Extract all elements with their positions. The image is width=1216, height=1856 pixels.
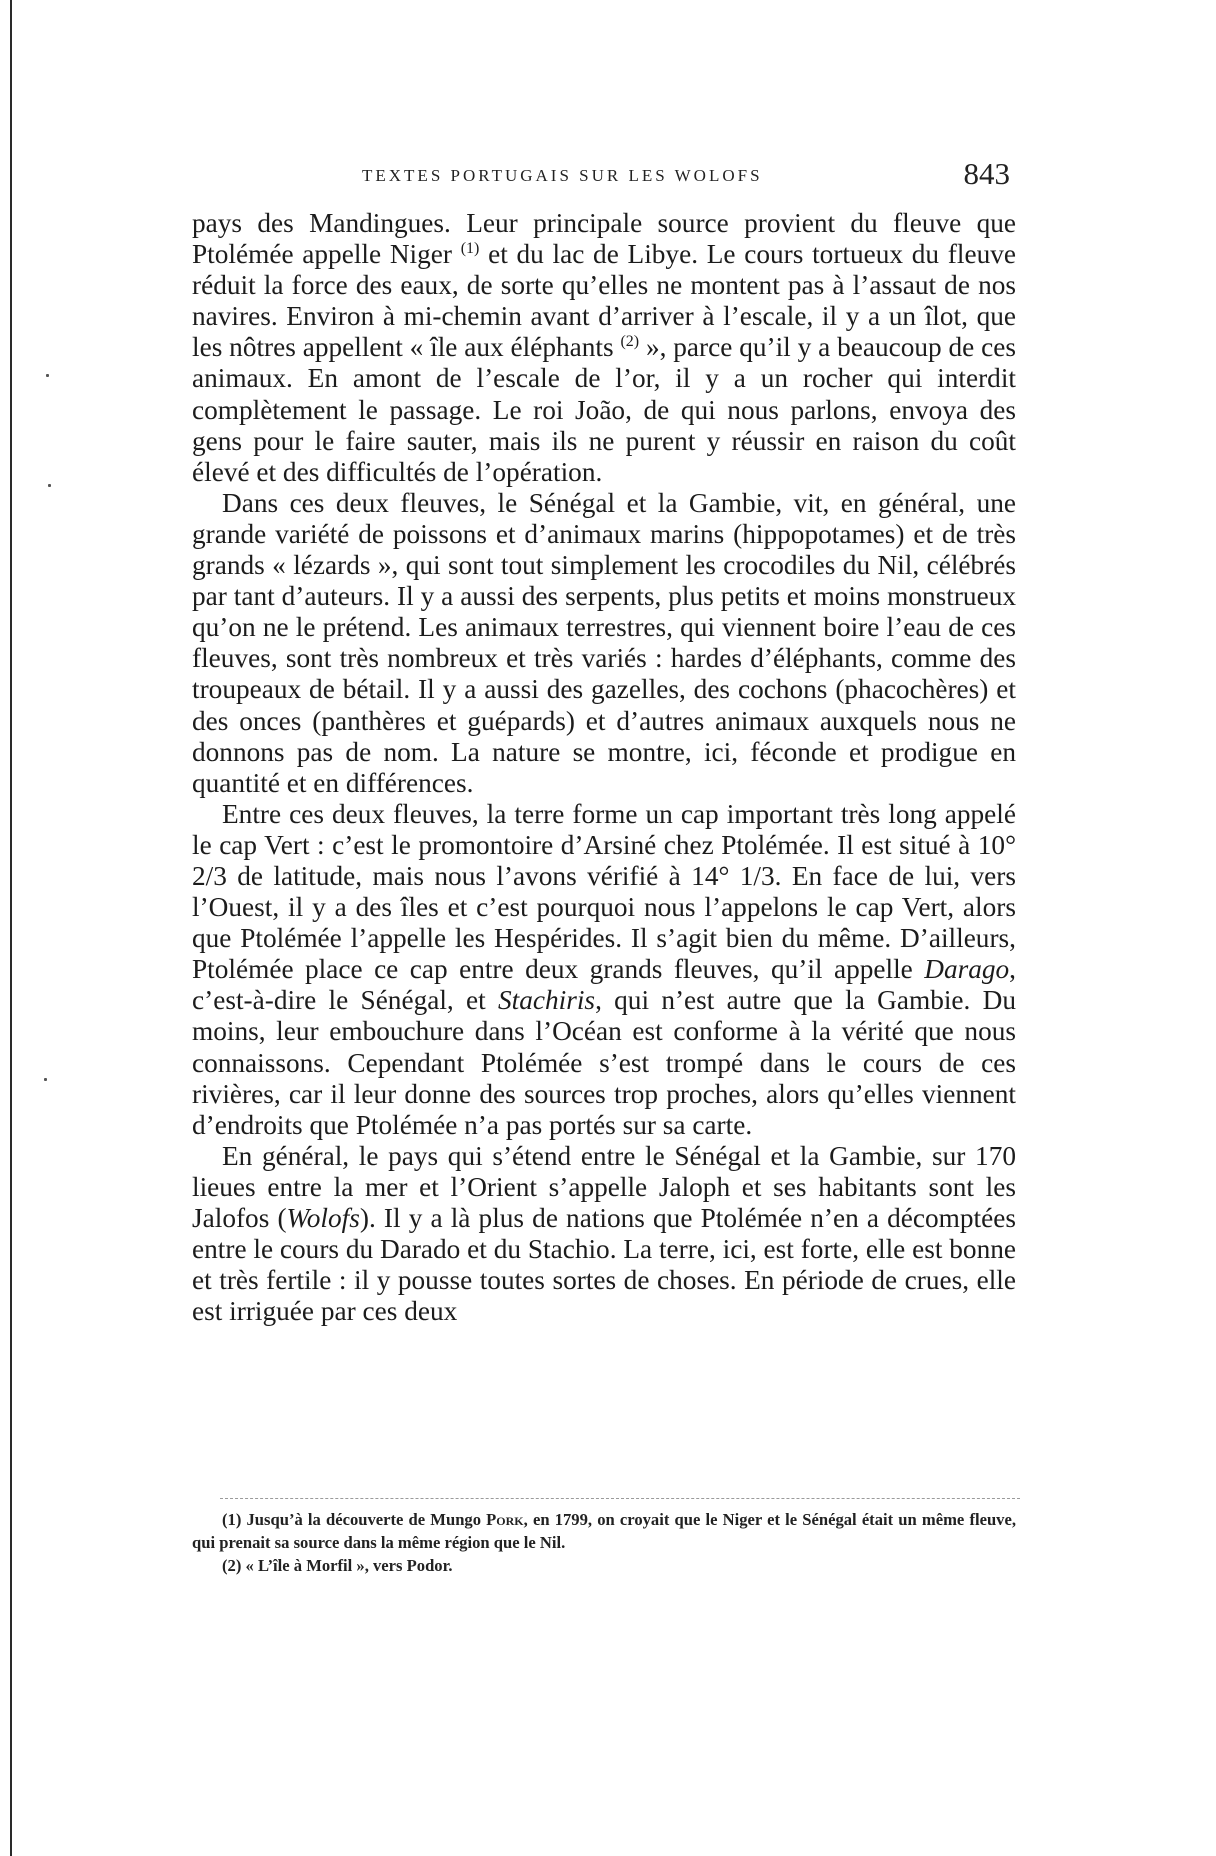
scan-speck (48, 484, 51, 487)
author-name: Pork (486, 1510, 524, 1529)
paragraph-2: Dans ces deux fleuves, le Sénégal et la Gambie, vit, en général, une grande variété de poissons et d’animaux marins (hippopotames) et de très grands « lézards », qui sont tout simplement les crocodiles du Nil, célébrés par tant d’auteurs. Il y a aussi des serpents, plus petits et moins monstrueux qu’on ne le prétend. Les animaux terrestres, qui viennent boire l’eau de ces fleuves, sont très nombreux et très variés : hardes d’éléphants, comme des troupeaux de bétail. Il y a aussi des gazelles, des cochons (phacochères) et des onces (panthères et guépards) et d’autres animaux auxquels nous ne donnons pas de nom. La nature se montre, ici, féconde et prodigue en quantité et en différences. (192, 487, 1016, 798)
scan-speck (46, 374, 49, 377)
page-header (192, 156, 1024, 200)
italic-term-darago: Darago (924, 954, 1010, 985)
footnote-separator (220, 1498, 1020, 1499)
footnote-ref-2: (2) (620, 333, 640, 351)
footnote-ref-1: (1) (460, 240, 480, 257)
italic-term-wolofs: Wolofs (286, 1203, 360, 1233)
scan-speck (44, 1078, 47, 1081)
italic-term-stachiris: Stachiris (498, 985, 596, 1016)
running-title: TEXTES PORTUGAIS SUR LES WOLOFS (362, 166, 763, 185)
paragraph-1: pays des Mandingues. Leur principale source provient du fleuve que Ptolémée appelle Niger $^{(1)}$ et du lac de Libye. Le cours tortueux du fleuve réduit la force des eaux, de sorte qu’elles ne montent pas à l’assaut de nos navires. Environ à mi-chemin avant d’arriver à l’escale, il y a un îlot, que les nôtres appellent « île aux éléphants $^{(2)}$ », parce qu’il y a beaucoup de ces animaux. En amont de l’escale de l’or, il y a un rocher qui interdit complètement le passage. Le roi João, de qui nous parlons, envoya des gens pour le faire sauter, mais ils ne purent y réussir en raison du coût élevé et des difficultés de l’opération. (192, 208, 1016, 487)
footnote-2: (2) « L’île à Morfil », vers Podor. (222, 1556, 453, 1575)
footnotes (192, 1508, 1016, 1577)
paragraph-4: En général, le pays qui s’étend entre le Sénégal et la Gambie, sur 170 lieues entre la mer et l’Orient s’appelle Jaloph et ses habitants sont les Jalofos (Wolofs). Il y a là plus de nations que Ptolémée n’en a décomptées entre le cours du Darado et du Stachio. La terre, ici, est forte, elle est bonne et très fertile : il y pousse toutes sortes de choses. En période de crues, elle est irriguée par ces deux (192, 1140, 1016, 1327)
paragraph-3: Entre ces deux fleuves, la terre forme un cap important très long appelé le cap Vert : c’est le promontoire d’Arsiné chez Ptolémée. Il est situé à 10° 2/3 de latitude, mais nous l’avons vérifié à 14° 1/3. En face de lui, vers l’Ouest, il y a des îles et c’est pourquoi nous l’appelons le cap Vert, alors que Ptolémée l’appelle les Hespérides. Il s’agit bien du même. D’ailleurs, Ptolémée place ce cap entre deux grands fleuves, qu’il appelle Darago, c’est-à-dire le Sénégal, et Stachiris, qui n’est autre que la Gambie. Du moins, leur embouchure dans l’Océan est conforme à la vérité que nous connaissons. Cependant Ptolémée s’est trompé dans le cours de ces rivières, car il leur donne des sources trop proches, alors qu’elles viennent d’endroits que Ptolémée n’a pas portés sur sa carte. (192, 798, 1017, 1140)
footnote-1: (1) Jusqu’à la découverte de Mungo Pork, en 1799, on croyait que le Niger et le Sénégal était un même fleuve, qui prenait sa source dans la même région que le Nil. (192, 1510, 1016, 1552)
page-number: 843 (963, 156, 1010, 191)
main-text (192, 208, 1016, 1327)
scan-edge-line (10, 0, 12, 1856)
